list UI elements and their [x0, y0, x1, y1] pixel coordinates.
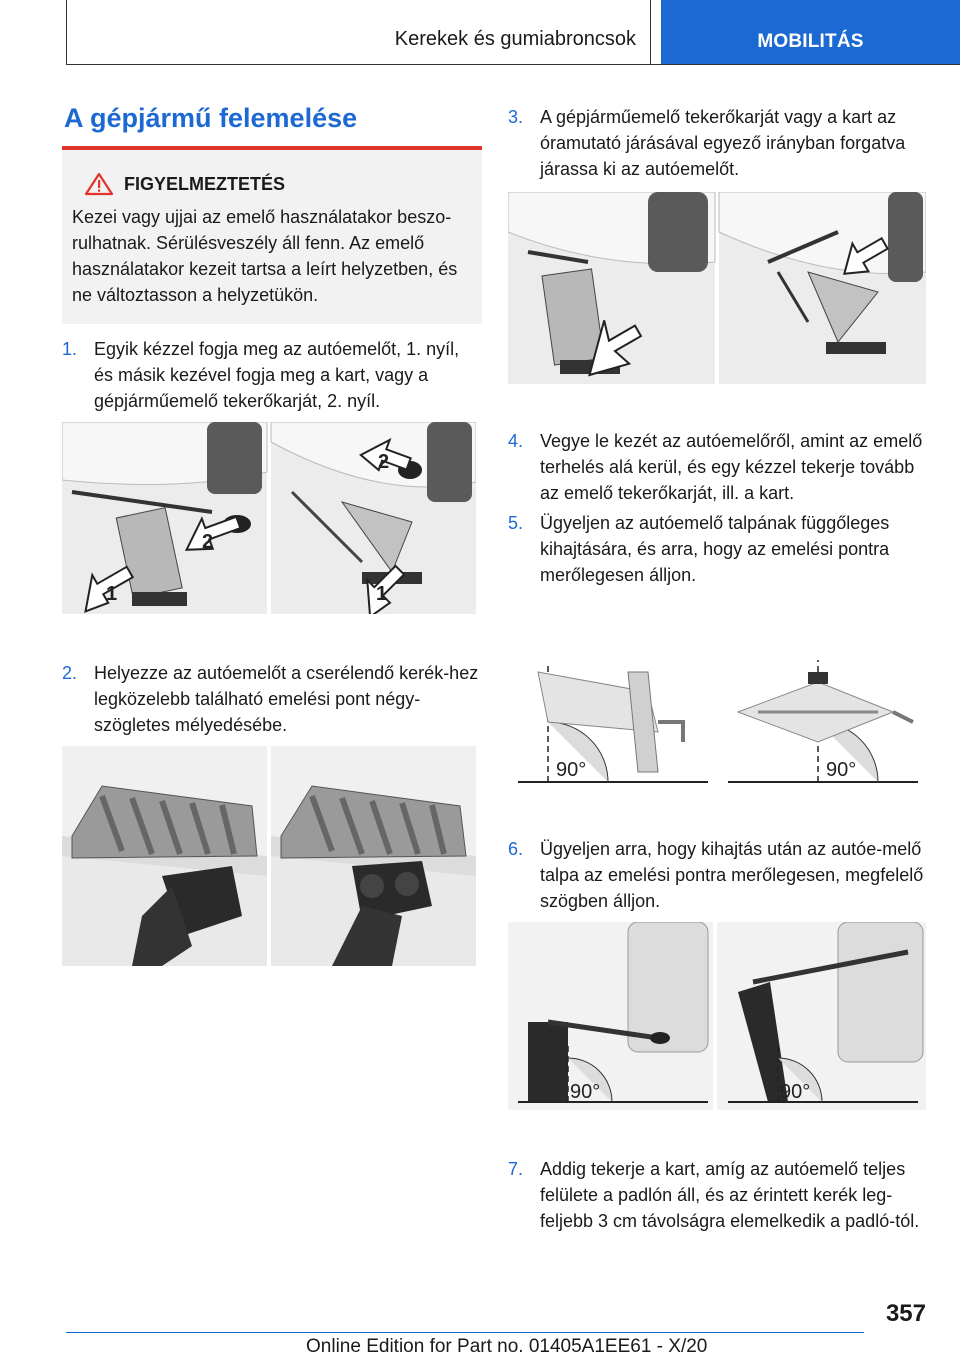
- step-6: [508, 836, 928, 914]
- step-text: Ügyeljen arra, hogy kihajtás után az autóe-melő talpa az emelési pontra merőlegesen, megfelelő szögben álljon.: [540, 839, 924, 911]
- angle-label-right: 90°: [826, 759, 857, 781]
- footer-rule: [66, 1332, 864, 1333]
- arrow-label-2: 2: [202, 531, 214, 553]
- step-number: 2.: [62, 663, 78, 683]
- step-3: [508, 104, 928, 182]
- warning-heading: FIGYELMEZTETÉS: [124, 173, 286, 194]
- step-text: Addig tekerje a kart, amíg az autóemelő teljes felülete a padlón áll, és az érintett kerék leg-feljebb 3 cm távolságra elemelkedik a padló-tól.: [540, 1159, 920, 1231]
- angle-label-left: 90°: [556, 759, 587, 781]
- header-section-title: Kerekek és gumiabroncsok: [394, 28, 636, 50]
- step-text: A gépjárműemelő tekerőkarját vagy a kart az óramutató járásával egyező irányban forgatva járassa ki az autóemelőt.: [540, 107, 906, 179]
- step-1: [62, 336, 482, 414]
- step-2: [62, 660, 482, 738]
- step-number: 3.: [508, 107, 524, 127]
- warning-triangle-icon: [84, 172, 114, 196]
- arrow-label-2b: 2: [378, 451, 390, 473]
- figure-jack-grip: [62, 422, 476, 614]
- figure-crank-rotation: [508, 192, 926, 384]
- angle-label-foot-right: 90°: [780, 1081, 811, 1103]
- figure-jack-angle-diagram: [508, 632, 926, 794]
- page-number: 357: [885, 1300, 926, 1327]
- step-text: Ügyeljen az autóemelő talpának függőleges kihajtására, és arra, hogy az emelési pontra merőlegesen álljon.: [540, 513, 890, 585]
- warning-box: [62, 150, 482, 324]
- header-rule: [66, 64, 960, 65]
- step-4: [508, 428, 928, 506]
- step-7: [508, 1156, 928, 1234]
- step-5: [508, 510, 928, 588]
- step-text: Vegye le kezét az autóemelőről, amint az emelő terhelés alá kerül, és egy kézzel tekerje tovább az emelő tekerőkarját, ill. a kart.: [540, 431, 923, 503]
- warning-text: Kezei vagy ujjai az emelő használatakor beszo-rulhatnak. Sérülésveszély áll fenn. Az emelő használatakor kezeit tartsa a leírt helyzetben, és ne változtasson a helyzetükön.: [72, 207, 458, 305]
- step-number: 7.: [508, 1159, 524, 1179]
- warning-heading-row: [72, 172, 470, 196]
- page-title: A gépjármű felemelése: [64, 103, 358, 133]
- angle-label-foot-left: 90°: [570, 1081, 601, 1103]
- arrow-label-1b: 1: [376, 583, 388, 605]
- step-text: Helyezze az autóemelőt a cserélendő kerék-hez legközelebb található emelési pont négy-szögletes mélyedésébe.: [94, 663, 479, 735]
- step-number: 1.: [62, 339, 78, 359]
- arrow-label-1: 1: [106, 583, 118, 605]
- header-chapter-tab[interactable]: MOBILITÁS: [661, 0, 960, 64]
- header-divider-middle: [650, 0, 651, 64]
- step-number: 4.: [508, 431, 524, 451]
- step-number: 5.: [508, 513, 524, 533]
- figure-jack-foot-angle: [508, 922, 926, 1110]
- step-text: Egyik kézzel fogja meg az autóemelőt, 1. nyíl, és másik kezével fogja meg a kart, vagy a gépjárműemelő tekerőkarját, 2. nyíl.: [94, 339, 460, 411]
- step-number: 6.: [508, 839, 524, 859]
- figure-lifting-point: [62, 746, 476, 966]
- footer-edition: Online Edition for Part no. 01405A1EE61 - X/20: [306, 1336, 708, 1357]
